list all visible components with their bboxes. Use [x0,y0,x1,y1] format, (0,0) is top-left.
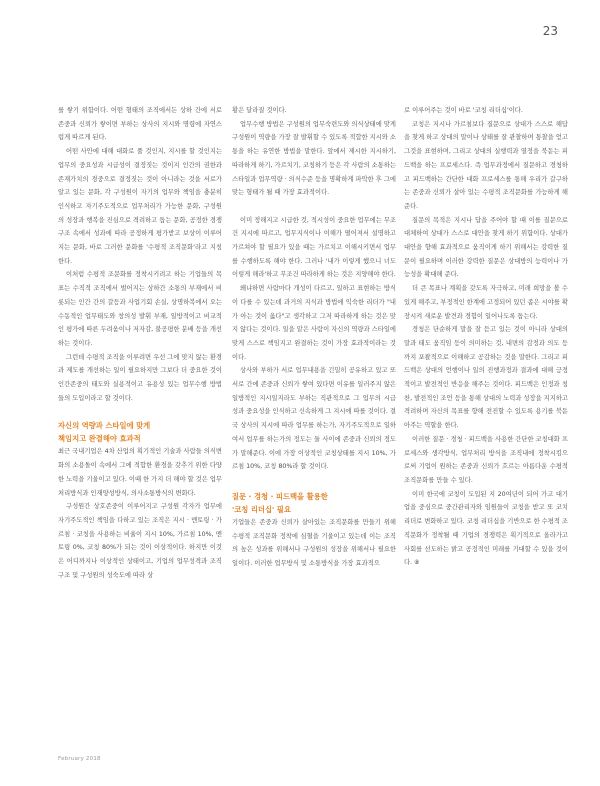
end-mark: ⑧ [414,559,420,567]
subheading-line: '코칭 리더십' 필요 [232,504,291,514]
footer-date: February 2018 [58,756,101,762]
paragraph: 이처럼 수평적 조문화를 정착시키려고 하는 기업들의 목표는 수직적 조직에서 벌어지는 상하간 소통의 부재에서 비롯되는 인간 간의 갈등과 사업기회 손실, 상명하복에서 오는 수동적인 업무태도와 창의성 발휘 부재, 일방적이고 비교적인 평가에 따른 두려움이나 저자감, 불공평한 분배 등을 개선하는 것이다. [58,271,223,347]
paragraph: 를 쌓기 위함이다. 어떤 형태의 조직에서든 상하 간에 서로 존중과 신뢰가 쌓이면 부하는 상사의 지시와 명령에 자연스럽게 따르게 된다. [58,107,222,142]
paragraph-text: 이미 한국에 코칭이 도입된 지 20여년이 되어 가고 대기업을 중심으로 중간관리자와 임원들이 코칭을 받고 또 코치리더로 변화하고 있다. 코칭 리더십을 기반으로 한 수평적 조직문화가 정착될 때 기업의 경쟁력은 획기적으로 올라가고 사회를 선도하는 밝고 공정적인 미래를 기대할 수 있을 것이다. [404,490,569,567]
paragraph: 상사와 부하가 서로 업무내용을 긴밀히 공유하고 있고 또 서로 간에 존중과 신뢰가 쌓여 있다면 이유를 일러주지 않은 일방적인 지시일지라도 부하는 직관적으로 그 업무의 시급성과 중요성을 인식하고 신속하게 그 지시에 따를 것이다. 결국 상사의 지시에 따라 업무를 하는가, 자기주도적으로 일하여서 업무를 하는가의 정도는 둘 사이에 존중과 신뢰의 정도가 말해준다. 이에 가장 이상적인 코칭상태를 지시 10%, 가르침 10%, 코칭 80%라 할 것이다. [232,367,397,471]
text-column-3 [404,104,568,570]
paragraph: 이러한 질문 · 경청 · 피드백을 사용한 간단한 코칭대화 프로세스와 생각방식, 업무처리 방식을 조직내에 정착시킴으로써 기업이 원하는 존중과 신뢰가 흐르는 아름다운 수평적 조직문화를 만들 수 있다. [404,435,568,484]
subheading-line: 자신의 역량과 스타일에 맞게 [58,421,151,431]
paragraph: 경청은 단순하게 말을 잘 듣고 있는 것이 아니라 상대의 말과 태도 움직임 등이 의미하는 것, 내면의 감정과 의도 등까지 포괄적으로 이해하고 공감하는 것을 말한다. 그리고 피드백은 상대의 언행이나 일의 진행과정과 결과에 대해 긍정적이고 발전적인 반응을 해주는 것이다. 피드백은 인정과 칭찬, 발전적인 조언 등을 통해 상대의 노력과 성장을 지지하고 격려하며 자신의 목표를 향해 전진할 수 있도록 용기를 북돋아주는 역할을 한다. [404,326,569,430]
paragraph: 왜냐하면 사람마다 개성이 다르고, 일하고 표현하는 방식이 다를 수 있는데 과거의 지식과 방법에 익숙한 리더가 "내가 아는 것이 옳다"고 생각하고 그저 따라하게 하는 것은 맞지 않다는 것이다. 일을 맡은 사람이 자신의 역량과 스타일에 맞게 스스로 책임지고 완결하는 것이 가장 효과적이라는 것이다. [232,285,397,361]
page-number: 23 [542,24,558,38]
paragraph: 업무수행 방법은 구성원의 업무숙련도와 의식상태에 맞게 구성원이 역량을 가장 잘 발휘할 수 있도록 적합한 지시와 소통을 하는 유연한 방법을 말한다. 앞에서 제시한 지시하기, 따라하게 하기, 가르치기, 코칭하기 등은 각 사람의 소통하는 스타일과 업무역량 · 의식수준 등을 명확하게 파악한 후 그에 맞는 형태가 될 때 가장 효과적이다. [232,120,397,197]
paragraph [404,488,568,570]
paragraph: 이미 정해지고 시급한 것, 적시성이 중요한 업무에는 무조건 지시에 따르고, 업무지식이나 이해가 떨어져서 설명하고 가르쳐야 할 필요가 있을 때는 가르치고 이해시키면서 업무를 수행하도록 해야 한다. 그러나 '내가 이렇게 했으니 너도 이렇게 해라'하고 무조건 따라하게 하는 것은 지양해야 한다. [232,216,396,279]
text-column-2 [232,104,396,571]
paragraph: 더 큰 목표나 계획을 갖도록 자극하고, 미래 희망을 볼 수 있게 해주고, 부정적인 한계에 고정되어 있던 좁은 시야를 확장시켜 새로운 발견과 경험이 일어나도록 돕는다. [404,285,569,320]
paragraph: 코칭은 지시나 가르침보다 질문으로 상대가 스스로 해답을 찾게 하고 상대의 말이나 상태를 잘 관찰하며 통찰을 얻고 그것을 표현하며, 그리고 상대의 실행력과 열정을 북돋는 피드백을 하는 프로세스다. 즉 업무과정에서 질문하고 경청하고 피드백하는 간단한 대화 프로세스를 통해 우리가 갈구하는 존중과 신뢰가 살아 있는 수평적 조직문화를 가능하게 해준다. [404,120,569,210]
subheading-line: 질문 · 경청 · 피드백을 활용한 [232,491,328,501]
paragraph: 최근 국내기업은 4차 산업의 획기적인 기술과 사람들 의식변화의 소용돌이 속에서 그에 적합한 환경을 갖추기 위한 다양한 노력을 기울이고 있다. 이때 한 가지 더 해야 할 것은 업무처리방식과 인재양성방식, 의사소통방식의 변화다. [58,448,223,497]
paragraph: 황은 달라질 것이다. [232,107,287,114]
paragraph: 그런데 수평적 조직을 이루려면 우선 그에 맞지 않는 환경과 제도를 개선하는 일이 필요하지만 그보다 더 중요한 것이 인간존중의 태도와 실용적이고 유용성 있는 업무수행 방법들의 도입이라고 할 것이다. [58,353,222,402]
paragraph: 구성원간 상호존중이 이루어지고 구성원 각자가 업무에 자기주도적인 책임을 다하고 있는 조직은 지시 · 멘토링 · 가르침 · 코칭을 사용하는 비율이 지시 10%, 가르침 10%, 멘토링 0%, 코칭 80%가 되는 것이 이상적이다. 하지만 이것은 어디까지나 이상적인 상태이고, 기업의 업무성격과 조직구조 및 구성원의 성숙도에 따라 상 [58,503,222,579]
paragraph: 어떤 사안에 대해 대화로 풀 것인지, 지시를 할 것인지는 업무의 중요성과 시급성이 결정짓는 것이지 인간의 권한과 존재가치의 경중으로 결정짓는 것이 아니라는 것을 서로가 알고 있는 문화, 각 구성원이 자기의 업무와 책임을 충분히 인식하고 자기주도적으로 업무처리가 가능한 문화, 구성원의 성장과 행복을 진심으로 격려하고 돕는 문화, 공정한 경쟁구조 속에서 성과에 따라 공정하게 평가받고 보상이 이루어지는 문화, 바로 그러한 문화를 '수평적 조직문화'라고 지칭한다. [58,148,223,265]
text-column-1 [58,104,222,583]
paragraph: 질문의 목적은 지시나 답을 주어야 할 때 이를 질문으로 대체하여 상대가 스스로 대안을 찾게 하기 위함이다. 상대가 대안을 향해 효과적으로 움직이게 하기 위해서는 강력한 질문이 필요하며 이러한 강력한 질문은 상대방의 능력이나 가능성을 확대해 준다. [404,216,568,279]
paragraph: 기업들은 존중과 신뢰가 살아있는 조직문화를 만들기 위해 수평적 조직문화 정착에 심혈을 기울이고 있는데 이는 조직의 높은 성과를 위해서나 구성원의 성장을 위해서나 필요한 일이다. 이러한 업무방식 및 소통방식을 가장 효과적으 [232,518,396,568]
section-subheading [58,419,222,445]
section-subheading [232,490,396,516]
paragraph: 로 이루어주는 것이 바로 '코칭 리더십'이다. [404,107,523,114]
subheading-line: 책임지고 완결해야 효과적 [58,434,141,444]
